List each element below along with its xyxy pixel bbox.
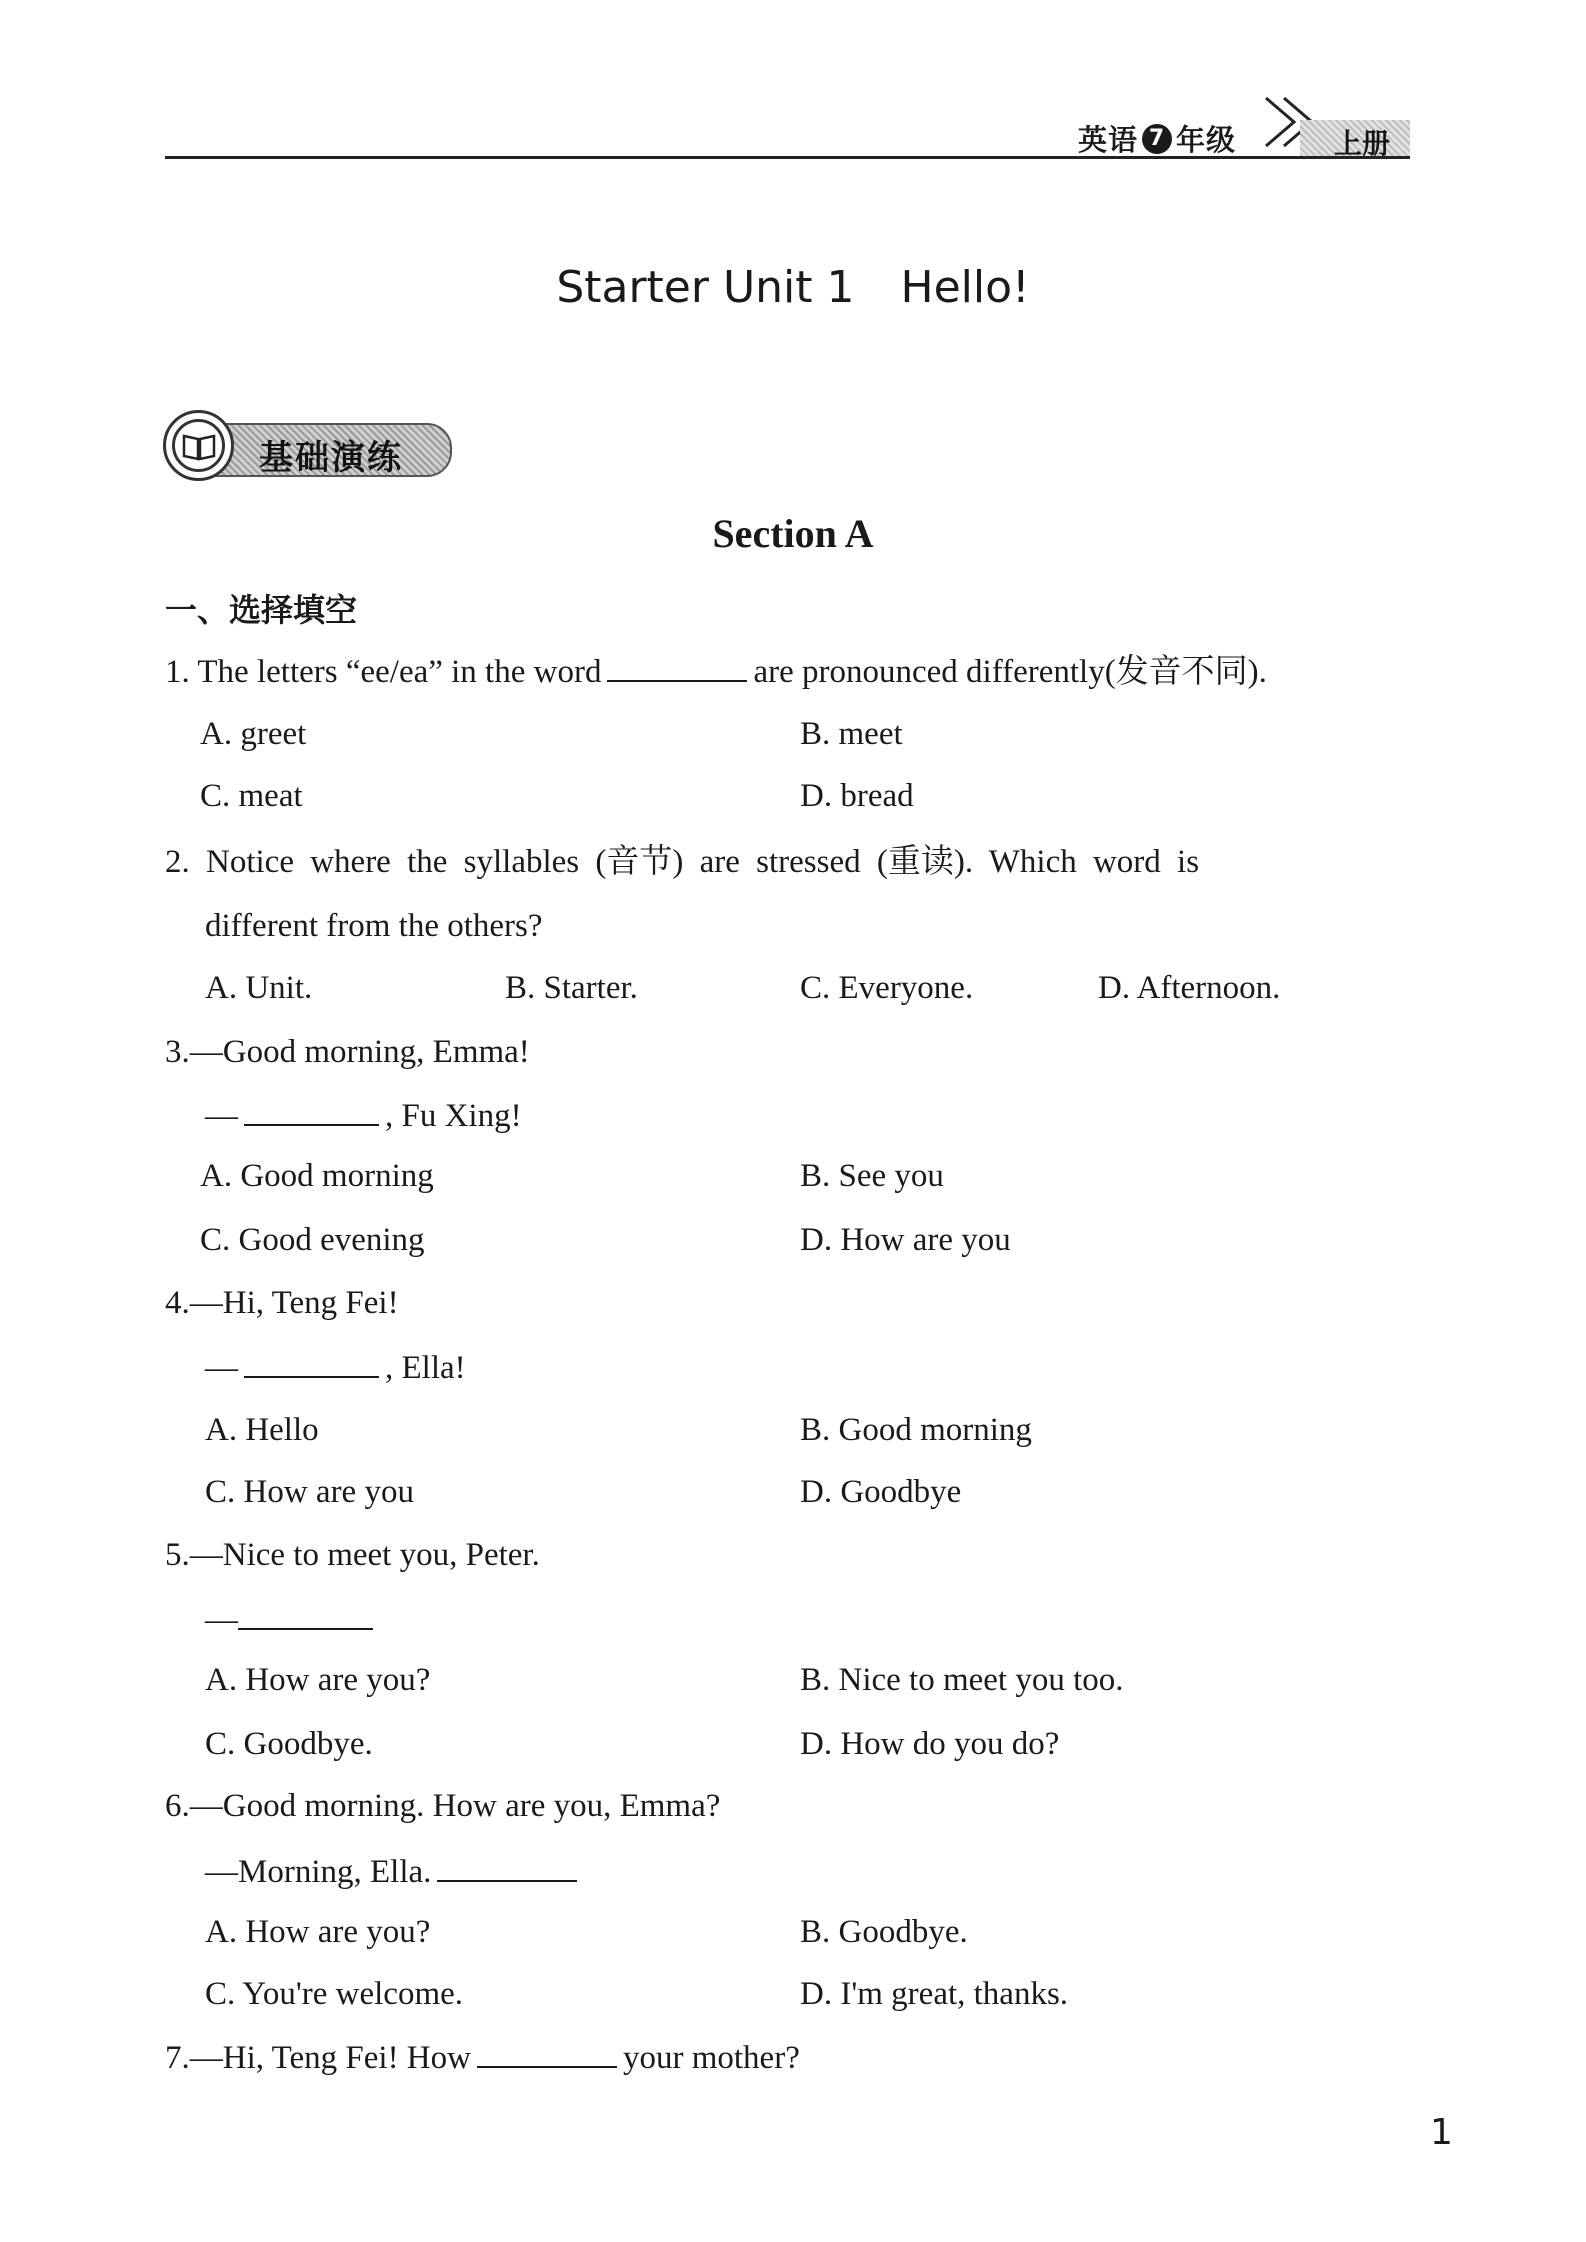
answer-blank[interactable] — [238, 1598, 373, 1630]
option-b[interactable]: B. Goodbye. — [800, 1914, 968, 1950]
option-c[interactable]: C. meat — [200, 778, 303, 814]
option-d[interactable]: D. How are you — [800, 1222, 1011, 1258]
unit-title — [0, 262, 1586, 313]
option-b[interactable]: B. Starter. — [505, 970, 638, 1006]
unit-number: Starter Unit 1 — [556, 262, 855, 313]
grade-badge: 7 — [1142, 124, 1172, 154]
answer-blank[interactable] — [477, 2036, 617, 2068]
option-d[interactable]: D. Goodbye — [800, 1474, 962, 1510]
option-a[interactable]: A. Good morning — [200, 1158, 434, 1194]
option-b[interactable]: B. See you — [800, 1158, 944, 1194]
question-5-stem: 5.—Nice to meet you, Peter. — [165, 1537, 540, 1573]
part-heading: 一、选择填空 — [165, 591, 358, 629]
header-subject — [1078, 118, 1236, 159]
option-c[interactable]: C. Everyone. — [800, 970, 974, 1006]
answer-blank[interactable] — [437, 1850, 577, 1882]
question-3-stem: 3.—Good morning, Emma! — [165, 1034, 530, 1070]
unit-name: Hello! — [900, 262, 1030, 313]
banner-label: 基础演练 — [259, 438, 403, 478]
question-1-stem: 1. The letters “ee/ea” in the word are pronounced differently(发音不同). — [165, 650, 1267, 692]
page-number: 1 — [1430, 2112, 1453, 2153]
question-3-reply: — , Fu Xing! — [205, 1094, 522, 1136]
option-c[interactable]: C. Good evening — [200, 1222, 425, 1258]
option-a[interactable]: A. Hello — [205, 1412, 319, 1448]
option-a[interactable]: A. How are you? — [205, 1914, 431, 1950]
question-4-reply: — , Ella! — [205, 1346, 466, 1388]
question-4-stem: 4.—Hi, Teng Fei! — [165, 1285, 399, 1321]
option-b[interactable]: B. Good morning — [800, 1412, 1032, 1448]
option-b[interactable]: B. Nice to meet you too. — [800, 1662, 1124, 1698]
answer-blank[interactable] — [607, 650, 747, 682]
question-6-stem: 6.—Good morning. How are you, Emma? — [165, 1788, 721, 1824]
volume-label: 上册 — [1334, 127, 1391, 160]
option-d[interactable]: D. How do you do? — [800, 1726, 1060, 1762]
option-d[interactable]: D. Afternoon. — [1098, 970, 1281, 1006]
option-a[interactable]: A. greet — [200, 716, 307, 752]
answer-blank[interactable] — [244, 1094, 379, 1126]
practice-banner — [163, 410, 450, 485]
answer-blank[interactable] — [244, 1346, 379, 1378]
option-c[interactable]: C. You're welcome. — [205, 1976, 464, 2012]
option-d[interactable]: D. bread — [800, 778, 914, 814]
book-icon — [163, 410, 234, 481]
section-heading: Section A — [712, 511, 874, 556]
option-c[interactable]: C. How are you — [205, 1474, 414, 1510]
question-5-reply: — — [205, 1598, 379, 1640]
option-c[interactable]: C. Goodbye. — [205, 1726, 373, 1762]
question-6-reply: —Morning, Ella. — [205, 1850, 583, 1892]
option-b[interactable]: B. meet — [800, 716, 903, 752]
question-2-stem: 2. Notice where the syllables (音节) are stressed (重读). Which word is — [165, 844, 1200, 880]
option-d[interactable]: D. I'm great, thanks. — [800, 1976, 1069, 2012]
question-2-stem-cont: different from the others? — [205, 908, 543, 944]
subject-label: 英语 — [1078, 123, 1139, 157]
question-7-stem: 7.—Hi, Teng Fei! How your mother? — [165, 2036, 800, 2078]
volume-tag — [1300, 120, 1410, 160]
grade-label: 年级 — [1176, 123, 1237, 157]
option-a[interactable]: A. How are you? — [205, 1662, 431, 1698]
option-a[interactable]: A. Unit. — [205, 970, 313, 1006]
